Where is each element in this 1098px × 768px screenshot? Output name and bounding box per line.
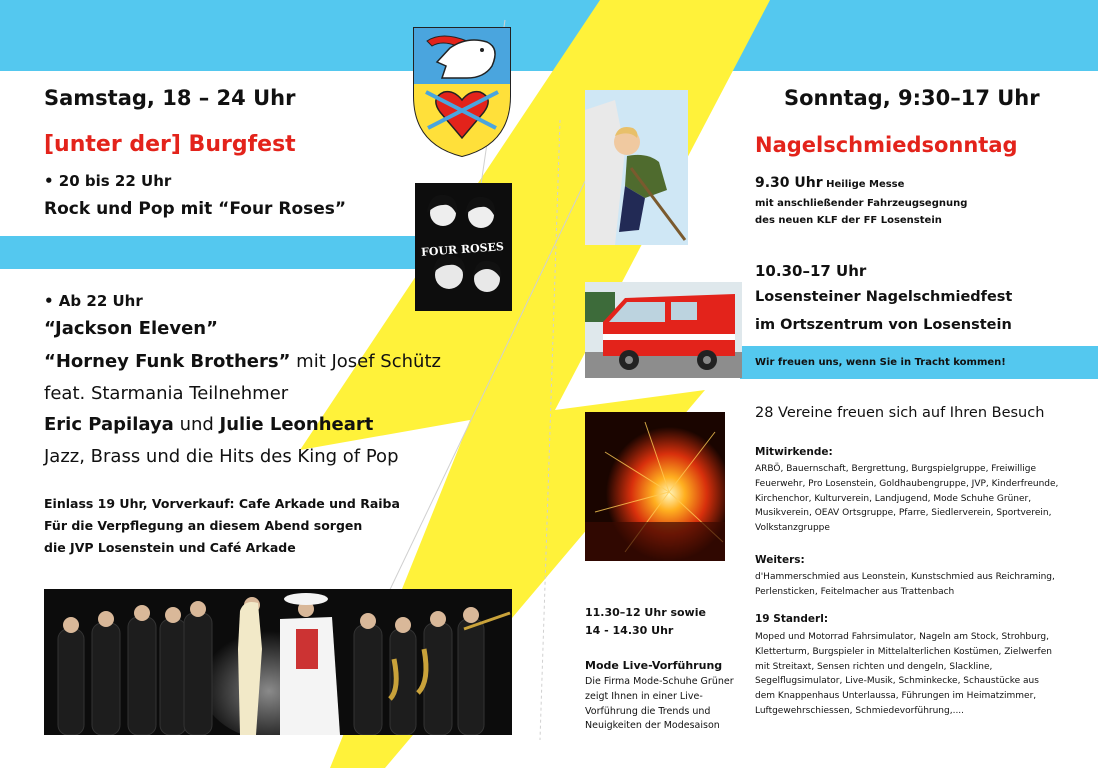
mode-title: Mode Live-Vorführung: [585, 659, 723, 672]
act-horney-name: “Horney Funk Brothers”: [44, 351, 291, 372]
act-eric-und: und: [173, 414, 220, 435]
standerl-label: 19 Standerl:: [755, 613, 829, 625]
act-horney-funk: [44, 351, 441, 372]
mode-time-1: 11.30–12 Uhr sowie: [585, 606, 706, 619]
four-roses-band-photo: [415, 183, 512, 311]
mode-line: Neuigkeiten der Modesaison: [585, 720, 720, 732]
standerl-line: Kletterturm, Burgspieler in Mittelalterlichen Kostümen, Zielwerfen: [755, 646, 1052, 657]
mitwirkende-line: Feuerwehr, Pro Losenstein, Goldhaubengruppe, JVP, Kinderfreunde,: [755, 478, 1059, 489]
act-julie-name: Julie Leonheart: [219, 414, 374, 435]
mode-line: Vorführung die Trends und: [585, 705, 711, 717]
mitwirkende-line: ARBÖ, Bauernschaft, Bergrettung, Burgspielgruppe, Freiwillige: [755, 464, 1036, 474]
act-eric-name: Eric Papilaya: [44, 414, 174, 435]
standerl-line: Segelflugsimulator, Live-Musik, Schminkecke, Schaustücke aus: [755, 676, 1039, 687]
mass-label: Heilige Messe: [822, 179, 905, 190]
band-logo-text: FOUR ROSES: [420, 240, 505, 259]
act-horney-rest: mit Josef Schütz: [290, 351, 441, 372]
mode-line: Die Firma Mode-Schuhe Grüner: [585, 676, 734, 687]
mitwirkende-label: Mitwirkende:: [755, 446, 833, 458]
standerl-list: [755, 630, 1052, 719]
mass-time: 9.30 Uhr: [755, 175, 823, 191]
fest-time: 10.30–17 Uhr: [755, 262, 867, 280]
standerl-line: Moped und Motorrad Fahrsimulator, Nageln am Stock, Strohburg,: [755, 632, 1049, 642]
child-climbing-photo: [585, 90, 688, 245]
mode-line: zeigt Ihnen in einer Live-: [585, 690, 703, 702]
weiters-line: d'Hammerschmied aus Leonstein, Kunstschmied aus Reichraming,: [755, 572, 1055, 582]
fest-line-1: Losensteiner Nagelschmiedfest: [755, 289, 1013, 305]
tracht-note: Wir freuen uns, wenn Sie in Tracht kommen!: [755, 357, 1006, 368]
sunday-heading: Sonntag, 9:30–17 Uhr: [784, 86, 1040, 110]
mass-line-2: mit anschließender Fahrzeugsegnung: [755, 198, 968, 209]
weiters-label: Weiters:: [755, 554, 805, 566]
sunday-title: Nagelschmiedsonntag: [755, 133, 1018, 157]
mass-line-3: des neuen KLF der FF Losenstein: [755, 215, 942, 226]
mitwirkende-line: Musikverein, OEAV Ortsgruppe, Pfarre, Siedlerverein, Sportverein,: [755, 508, 1052, 519]
info-line-3: die JVP Losenstein und Café Arkade: [44, 540, 296, 555]
coat-of-arms-logo: [412, 26, 512, 158]
standerl-line: mit Streitaxt, Sensen richten und dengeln, Slackline,: [755, 661, 993, 672]
mode-description: [585, 675, 734, 734]
act-jackson-eleven: “Jackson Eleven”: [44, 318, 218, 339]
standerl-line: dem Knappenhaus Unterlaussa, Führungen im Heimatzimmer,: [755, 691, 1037, 702]
mitwirkende-line: Volkstanzgruppe: [755, 523, 830, 534]
slot2-time: • Ab 22 Uhr: [44, 292, 143, 310]
slot1-time: • 20 bis 22 Uhr: [44, 172, 172, 190]
blacksmith-sparks-photo: [585, 412, 725, 561]
act-jazz: Jazz, Brass und die Hits des King of Pop: [44, 446, 399, 467]
weiters-list: [755, 570, 1055, 600]
mode-time-2: 14 - 14.30 Uhr: [585, 624, 674, 637]
standerl-line: Luftgewehrschiessen, Schmiedevorführung,....: [755, 705, 965, 716]
info-line-1: Einlass 19 Uhr, Vorverkauf: Cafe Arkade und Raiba: [44, 496, 400, 511]
act-feat: feat. Starmania Teilnehmer: [44, 383, 289, 404]
saturday-heading: Samstag, 18 – 24 Uhr: [44, 86, 296, 110]
info-line-2: Für die Verpflegung an diesem Abend sorgen: [44, 518, 363, 533]
fest-line-2: im Ortszentrum von Losenstein: [755, 317, 1012, 333]
saturday-title: [unter der] Burgfest: [44, 132, 296, 157]
slot1-act: Rock und Pop mit “Four Roses”: [44, 199, 347, 219]
vereine-heading: 28 Vereine freuen sich auf Ihren Besuch: [755, 405, 1045, 421]
fire-truck-photo: [585, 282, 742, 378]
mitwirkende-line: Kirchenchor, Kulturverein, Landjugend, Mode Schuhe Grüner,: [755, 493, 1032, 504]
mitwirkende-list: [755, 462, 1058, 536]
mass-line-1: [755, 172, 904, 191]
band-group-photo: [44, 589, 512, 735]
act-eric-julie: [44, 414, 373, 435]
weiters-line: Perlensticken, Feitelmacher aus Trattenbach: [755, 586, 955, 597]
